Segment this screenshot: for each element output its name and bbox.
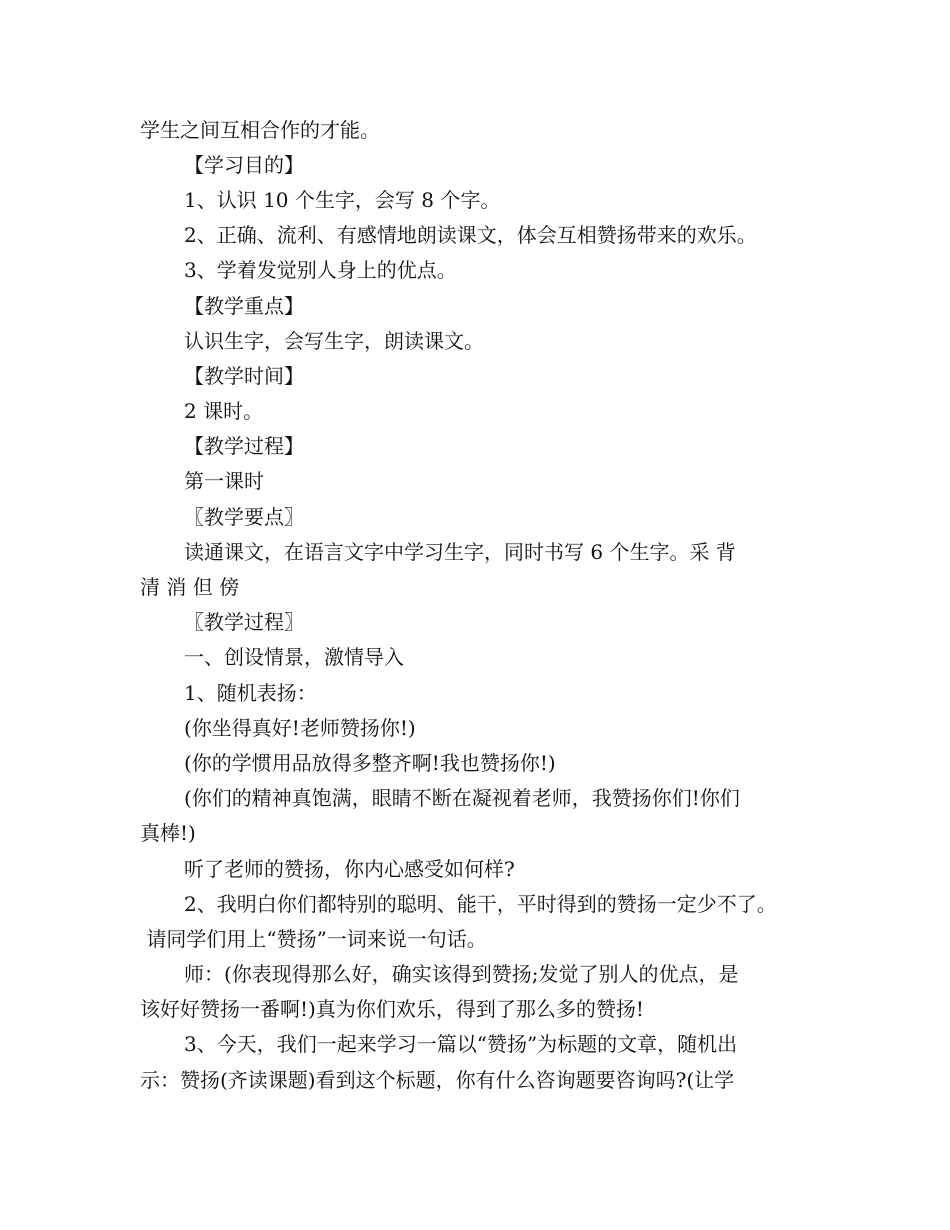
text-line: 2 课时。	[184, 399, 264, 423]
text-line: 1、随机表扬：	[184, 681, 317, 705]
text-line: 听了老师的赞扬，你内心感受如何样?	[184, 857, 515, 881]
section-heading: 〖教学过程〗	[184, 610, 304, 634]
text-line: 请同学们用上“赞扬”一词来说一句话。	[140, 927, 487, 951]
text-line: 3、学着发觉别人身上的优点。	[184, 258, 457, 282]
text-line: (你的学惯用品放得多整齐啊!我也赞扬你!)	[184, 751, 556, 775]
text-line: 师：(你表现得那么好，确实该得到赞扬;发觉了别人的优点，是	[184, 962, 739, 986]
text-line: (你坐得真好!老师赞扬你!)	[184, 716, 416, 740]
text-line: 3、今天，我们一起来学习一篇以“赞扬”为标题的文章，随机出	[184, 1032, 738, 1056]
section-heading: 【教学时间】	[184, 364, 304, 388]
section-heading: 【教学重点】	[184, 294, 304, 318]
section-heading: 【教学过程】	[184, 434, 304, 458]
text-line: 2、正确、流利、有感情地朗读课文，体会互相赞扬带来的欢乐。	[184, 223, 757, 247]
text-line: 该好好赞扬一番啊!)真为你们欢乐，得到了那么多的赞扬!	[140, 997, 644, 1021]
text-line: 示：赞扬(齐读课题)看到这个标题，你有什么咨询题要咨询吗?(让学	[140, 1068, 735, 1092]
text-line: 2、我明白你们都特别的聪明、能干，平时得到的赞扬一定少不了。	[184, 892, 777, 916]
section-heading: 〖教学要点〗	[184, 505, 304, 529]
text-line: 清 消 但 傍	[140, 575, 240, 599]
text-line: 真棒!)	[140, 821, 196, 845]
text-line: 认识生字，会写生字，朗读课文。	[184, 329, 484, 353]
text-line: 1、认识 10 个生字，会写 8 个字。	[184, 188, 501, 212]
section-heading: 【学习目的】	[184, 153, 304, 177]
text-line: (你们的精神真饱满，眼睛不断在凝视着老师，我赞扬你们!你们	[184, 786, 740, 810]
text-line: 一、创设情景，激情导入	[184, 645, 404, 669]
text-line: 读通课文，在语言文字中学习生字，同时书写 6 个生字。采 背	[184, 540, 736, 564]
text-line: 第一课时	[184, 469, 264, 493]
text-line: 学生之间互相合作的才能。	[140, 118, 380, 142]
